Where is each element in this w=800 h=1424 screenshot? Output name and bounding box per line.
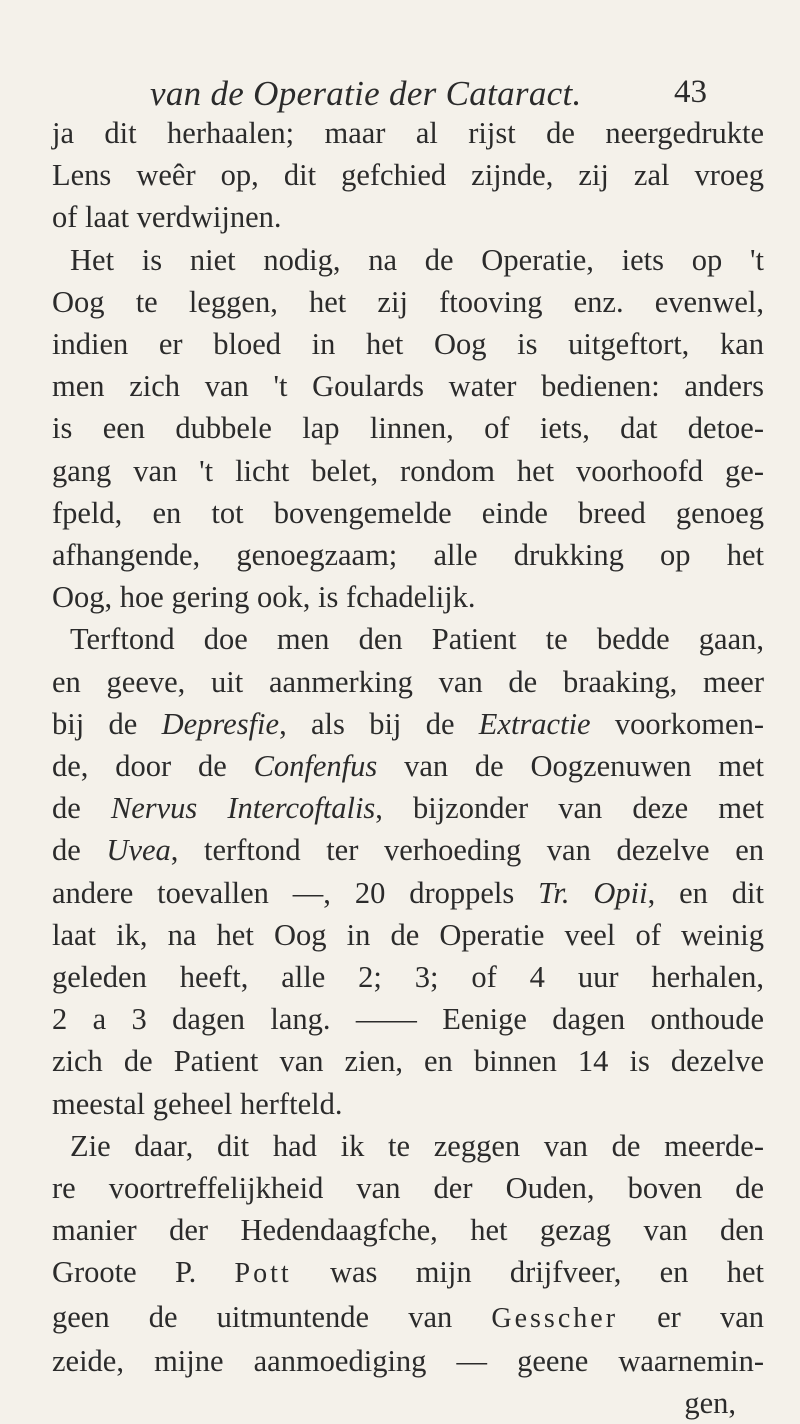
- text-line: [52, 576, 764, 618]
- italic-term: Extractie: [478, 706, 591, 741]
- text-run: Oog te leggen, het zij ftooving enz. evenwel,: [52, 284, 764, 319]
- running-head: van de Operatie der Cataract.: [150, 74, 582, 113]
- text-run: er van: [618, 1299, 765, 1334]
- text-run: re voortreffelijkheid van der Ouden, boven de: [52, 1171, 764, 1206]
- text-line: [52, 703, 764, 745]
- catchword-line: [52, 1382, 764, 1424]
- text-run: , terftond ter verhoeding van dezelve en: [170, 833, 764, 868]
- catchword: gen,: [684, 1386, 736, 1421]
- text-run: Oog, hoe gering ook, is fchadelijk.: [52, 580, 476, 615]
- text-line: [52, 1040, 764, 1082]
- author-name: Pott: [234, 1258, 292, 1290]
- text-run: Het is niet nodig, na de Operatie, iets op 't: [70, 242, 764, 277]
- text-line: [52, 450, 764, 492]
- text-line: [52, 1209, 764, 1251]
- text-line: [52, 365, 764, 407]
- italic-term: Uvea: [106, 833, 171, 868]
- text-line: [52, 618, 764, 660]
- text-run: , bijzonder van deze met: [375, 791, 764, 826]
- text-line: [52, 1083, 764, 1125]
- text-run: zich de Patient van zien, en binnen 14 is dezelve: [52, 1044, 764, 1079]
- text-line: [52, 407, 764, 449]
- text-run: meestal geheel herfteld.: [52, 1086, 343, 1121]
- text-line: [52, 196, 764, 238]
- text-line: [52, 914, 764, 956]
- text-run: van de Oogzenuwen met: [377, 749, 764, 784]
- text-line: [52, 1251, 764, 1295]
- text-line: [52, 281, 764, 323]
- text-line: [52, 239, 764, 281]
- text-run: bij de: [52, 706, 162, 741]
- text-run: de, door de: [52, 749, 254, 784]
- text-run: Lens weêr op, dit gefchied zijnde, zij zal vroeg: [52, 158, 764, 193]
- text-run: of laat verdwijnen.: [52, 200, 282, 235]
- page-number: 43: [674, 74, 707, 110]
- text-line: [52, 1125, 764, 1167]
- text-run: afhangende, genoegzaam; alle drukking op het: [52, 538, 764, 573]
- text-run: Groote P.: [52, 1255, 235, 1290]
- text-run: de: [52, 791, 111, 826]
- text-run: Terftond doe men den Patient te bedde gaan,: [70, 622, 764, 657]
- text-run: ja dit herhaalen; maar al rijst de neergedrukte: [52, 116, 764, 150]
- text-run: was mijn drijfveer, en het: [291, 1255, 764, 1290]
- text-run: fpeld, en tot bovengemelde einde breed genoeg: [52, 495, 764, 530]
- text-run: Zie daar, dit had ik te zeggen van de meerde-: [70, 1128, 764, 1163]
- text-run: manier der Hedendaagfche, het gezag van den: [52, 1213, 764, 1248]
- text-run: 2 a 3 dagen lang. —— Eenige dagen onthoude: [52, 1002, 764, 1037]
- text-run: zeide, mijne aanmoediging — geene waarnemin-: [52, 1343, 764, 1378]
- text-line: [52, 154, 764, 196]
- text-line: [52, 872, 764, 914]
- text-line: [52, 534, 764, 576]
- text-line: [52, 956, 764, 998]
- text-run: men zich van 't Goulards water bedienen: anders: [52, 369, 764, 404]
- text-run: voorkomen-: [590, 706, 764, 741]
- text-run: geleden heeft, alle 2; 3; of 4 uur herhalen,: [52, 960, 764, 995]
- text-line: [52, 998, 764, 1040]
- text-line: [52, 492, 764, 534]
- text-line: [52, 1296, 764, 1340]
- text-line: [52, 112, 764, 154]
- italic-term: Depresfie: [161, 706, 280, 741]
- text-run: andere toevallen —, 20 droppels: [52, 875, 539, 910]
- author-name: Gesscher: [491, 1302, 619, 1334]
- text-run: en geeve, uit aanmerking van de braaking, meer: [52, 664, 764, 699]
- text-run: geen de uitmuntende van: [52, 1299, 492, 1334]
- text-run: is een dubbele lap linnen, of iets, dat detoe-: [52, 411, 764, 446]
- text-run: , en dit: [647, 875, 764, 910]
- text-line: [52, 1340, 764, 1382]
- text-line: [52, 323, 764, 365]
- text-run: de: [52, 833, 107, 868]
- text-line: [52, 787, 764, 829]
- page-header: [0, 24, 800, 113]
- text-line: [52, 829, 764, 871]
- text-line: [52, 1167, 764, 1209]
- text-run: gang van 't licht belet, rondom het voorhoofd ge-: [52, 453, 764, 488]
- italic-term: Nervus Intercoftalis: [110, 791, 376, 826]
- text-run: indien er bloed in het Oog is uitgeftort, kan: [52, 327, 764, 362]
- italic-term: Confenfus: [253, 749, 378, 784]
- text-line: [52, 661, 764, 703]
- text-run: laat ik, na het Oog in de Operatie veel of weinig: [52, 917, 764, 952]
- italic-term: Tr. Opii: [538, 875, 648, 910]
- text-line: [52, 745, 764, 787]
- text-run: , als bij de: [279, 706, 479, 741]
- body-text: [52, 112, 764, 1424]
